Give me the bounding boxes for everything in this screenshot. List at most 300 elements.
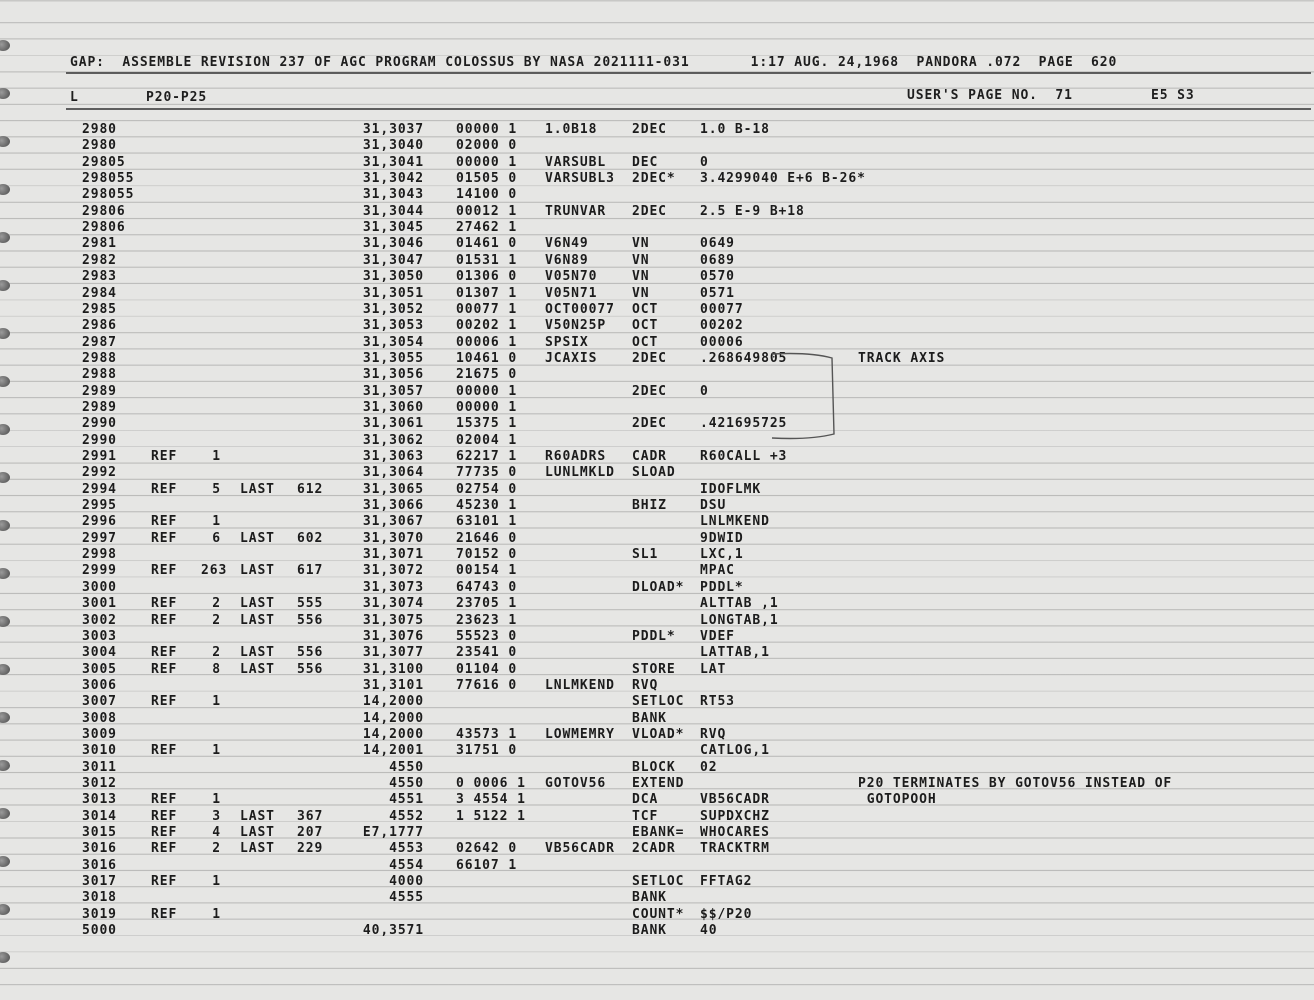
cell-seq: 2994 [82,481,117,497]
listing-row [0,792,1314,808]
cell-addr: 4552 [389,808,424,824]
cell-seq: 3001 [82,596,117,612]
cell-label: SPSIX [545,334,589,350]
cell-code: 00006 1 [456,334,518,350]
cell-op: 2DEC [632,203,667,219]
cell-seq: 3007 [82,694,117,710]
cell-operand: $$/P20 [700,906,753,922]
listing-row [0,236,1314,252]
cell-operand: ALTTAB ,1 [700,596,779,612]
cell-seq: 29806 [82,220,126,236]
cell-refn: 2 [212,841,221,857]
cell-last: LAST [240,612,275,628]
cell-addr: 31,3073 [362,579,424,595]
cell-refn: 2 [212,596,221,612]
cell-addr: 31,3066 [362,498,424,514]
cell-seq: 2984 [82,285,117,301]
cell-seq: 3000 [82,579,117,595]
cell-seq: 2983 [82,269,117,285]
header-left-code: L [70,90,79,105]
listing-row [0,335,1314,351]
listing-row [0,662,1314,678]
cell-op: EBANK= [632,825,685,841]
listing-row [0,596,1314,612]
cell-addr: E7,1777 [362,825,424,841]
cell-code: 02004 1 [456,432,518,448]
cell-op: 2DEC* [632,171,676,187]
listing-row [0,269,1314,285]
cell-seq: 2998 [82,547,117,563]
cell-comment: P20 TERMINATES BY GOTOV56 INSTEAD OF [858,776,1173,791]
cell-op: 2DEC [632,350,667,366]
cell-seq: 3005 [82,661,117,677]
cell-seq: 2980 [82,138,117,154]
listing-row [0,171,1314,187]
cell-ref: REF [151,874,178,890]
cell-code: 43573 1 [456,726,518,742]
listing-row [0,220,1314,236]
cell-addr: 31,3046 [362,236,424,252]
listing-row [0,286,1314,302]
cell-code: 00077 1 [456,301,518,317]
cell-addr: 31,3064 [362,465,424,481]
cell-operand: TRACKTRM [700,841,770,857]
listing-row [0,547,1314,563]
cell-operand: IDOFLMK [700,481,762,497]
cell-last: LAST [240,530,275,546]
listing-row [0,449,1314,465]
cell-seq: 2996 [82,514,117,530]
cell-seq: 29805 [82,154,126,170]
cell-op: SETLOC [632,694,685,710]
listing-row [0,563,1314,579]
cell-addr: 4550 [389,759,424,775]
listing-row [0,204,1314,220]
cell-addr: 31,3044 [362,203,424,219]
cell-code: 10461 0 [456,350,518,366]
cell-label: VARSUBL [545,154,607,170]
cell-addr: 31,3061 [362,416,424,432]
cell-operand: 2.5 E-9 B+18 [700,203,805,219]
cell-label: LNLMKEND [545,677,615,693]
cell-last: LAST [240,645,275,661]
cell-label: 1.0B18 [545,122,598,137]
cell-operand: .421695725 [700,416,788,432]
cell-addr: 31,3052 [362,301,424,317]
cell-comment: TRACK AXIS [858,350,946,366]
cell-addr: 31,3071 [362,547,424,563]
cell-seq: 2989 [82,399,117,415]
cell-ref: REF [151,645,178,661]
cell-operand: SUPDXCHZ [700,808,770,824]
listing-row [0,760,1314,776]
cell-operand: LNLMKEND [700,514,770,530]
cell-op: SETLOC [632,874,685,890]
cell-op: BANK [632,890,667,906]
cell-addr: 4551 [389,792,424,808]
cell-code: 23623 1 [456,612,518,628]
listing-row [0,727,1314,743]
cell-label: GOTOV56 [545,776,607,791]
cell-op: DEC [632,154,659,170]
handwritten-bracket [770,352,840,444]
cell-refn: 4 [212,825,221,841]
cell-operand: 40 [700,923,718,939]
cell-seq: 2990 [82,432,117,448]
cell-addr: 31,3063 [362,449,424,464]
listing-row [0,302,1314,318]
cell-addr: 4555 [389,890,424,906]
cell-seq: 3016 [82,857,117,873]
cell-code: 02642 0 [456,841,518,857]
cell-code: 63101 1 [456,514,518,530]
cell-seq: 3010 [82,743,117,759]
header-rule [66,72,1311,74]
cell-operand: 0 [700,383,709,399]
cell-label: V50N25P [545,318,607,334]
cell-operand: MPAC [700,563,735,579]
listing-row [0,694,1314,710]
cell-code: 00000 1 [456,122,518,137]
listing-row [0,613,1314,629]
cell-lastn: 556 [297,612,324,628]
listing-row [0,498,1314,514]
cell-refn: 1 [212,906,221,922]
cell-ref: REF [151,906,178,922]
cell-code: 01531 1 [456,252,518,268]
cell-op: 2DEC [632,416,667,432]
cell-ref: REF [151,743,178,759]
cell-operand: LAT [700,661,727,677]
listing-row [0,465,1314,481]
cell-seq: 2999 [82,563,117,579]
cell-operand: 0571 [700,285,735,301]
cell-addr: 31,3054 [362,334,424,350]
cell-code: 00012 1 [456,203,518,219]
cell-code: 21675 0 [456,367,518,383]
listing-row [0,187,1314,203]
cell-op: VN [632,236,650,252]
cell-last: LAST [240,661,275,677]
listing-row [0,825,1314,841]
cell-seq: 2981 [82,236,117,252]
listing-row [0,514,1314,530]
cell-addr: 14,2000 [362,694,424,710]
users-page-number: USER'S PAGE NO. 71 [907,88,1073,103]
cell-operand: 1.0 B-18 [700,122,770,137]
cell-lastn: 555 [297,596,324,612]
cell-ref: REF [151,792,178,808]
cell-seq: 3002 [82,612,117,628]
listing-row [0,318,1314,334]
listing-row [0,138,1314,154]
cell-lastn: 556 [297,661,324,677]
cell-last: LAST [240,596,275,612]
cell-operand: FFTAG2 [700,874,753,890]
cell-code: 21646 0 [456,530,518,546]
cell-seq: 2997 [82,530,117,546]
cell-ref: REF [151,514,178,530]
cell-code: 01505 0 [456,171,518,187]
cell-seq: 3004 [82,645,117,661]
cell-op: CADR [632,449,667,464]
cell-seq: 29806 [82,203,126,219]
cell-refn: 263 [201,563,228,579]
cell-last: LAST [240,563,275,579]
cell-ref: REF [151,841,178,857]
cell-addr: 31,3075 [362,612,424,628]
cell-refn: 2 [212,645,221,661]
cell-refn: 2 [212,612,221,628]
cell-op: STORE [632,661,676,677]
cell-addr: 31,3065 [362,481,424,497]
cell-addr: 31,3074 [362,596,424,612]
cell-code: 31751 0 [456,743,518,759]
cell-operand: DSU [700,498,727,514]
cell-addr: 4000 [389,874,424,890]
cell-code: 00000 1 [456,154,518,170]
listing-row [0,645,1314,661]
cell-seq: 2995 [82,498,117,514]
cell-code: 0 0006 1 [456,776,526,791]
cell-addr: 31,3060 [362,399,424,415]
listing-row [0,122,1314,138]
cell-refn: 5 [212,481,221,497]
listing-row [0,743,1314,759]
cell-seq: 3003 [82,628,117,644]
cell-operand: VB56CADR [700,792,770,808]
cell-ref: REF [151,481,178,497]
listing-row [0,776,1314,792]
cell-seq: 2990 [82,416,117,432]
cell-code: 01104 0 [456,661,518,677]
cell-seq: 2989 [82,383,117,399]
cell-code: 00154 1 [456,563,518,579]
cell-op: VN [632,285,650,301]
cell-label: V05N71 [545,285,598,301]
cell-seq: 3013 [82,792,117,808]
listing-row [0,678,1314,694]
cell-lastn: 602 [297,530,324,546]
cell-code: 55523 0 [456,628,518,644]
cell-addr: 31,3077 [362,645,424,661]
cell-refn: 8 [212,661,221,677]
cell-label: V05N70 [545,269,598,285]
cell-addr: 31,3050 [362,269,424,285]
listing-row [0,416,1314,432]
cell-lastn: 612 [297,481,324,497]
cell-code: 01306 0 [456,269,518,285]
listing-row [0,580,1314,596]
cell-label: VB56CADR [545,841,615,857]
cell-operand: 3.4299040 E+6 B-26* [700,171,866,187]
cell-operand: .268649805 [700,350,788,366]
cell-addr: 14,2000 [362,726,424,742]
cell-addr: 31,3041 [362,154,424,170]
cell-op: DLOAD* [632,579,685,595]
cell-op: VN [632,252,650,268]
cell-ref: REF [151,596,178,612]
cell-ref: REF [151,825,178,841]
cell-label: JCAXIS [545,350,598,366]
cell-op: SL1 [632,547,659,563]
cell-addr: 31,3051 [362,285,424,301]
listing-row [0,253,1314,269]
feed-hole [0,88,10,99]
listing-row [0,531,1314,547]
cell-lastn: 229 [297,841,324,857]
cell-op: EXTEND [632,776,685,791]
cell-operand: 9DWID [700,530,744,546]
cell-seq: 3014 [82,808,117,824]
cell-seq: 3019 [82,906,117,922]
cell-code: 00000 1 [456,399,518,415]
listing-row [0,384,1314,400]
listing-row [0,907,1314,923]
listing-row [0,482,1314,498]
cell-op: 2DEC [632,383,667,399]
cell-ref: REF [151,530,178,546]
cell-seq: 3011 [82,759,117,775]
cell-label: VARSUBL3 [545,171,615,187]
cell-addr: 31,3057 [362,383,424,399]
cell-operand: 0649 [700,236,735,252]
listing-row [0,858,1314,874]
cell-op: 2DEC [632,122,667,137]
cell-seq: 3006 [82,677,117,693]
cell-lastn: 556 [297,645,324,661]
cell-code: 62217 1 [456,449,518,464]
cell-addr: 14,2000 [362,710,424,726]
listing-row [0,874,1314,890]
cell-addr: 31,3062 [362,432,424,448]
cell-addr: 31,3076 [362,628,424,644]
cell-refn: 1 [212,743,221,759]
cell-seq: 2991 [82,449,117,464]
feed-hole [0,40,10,51]
cell-seq: 298055 [82,187,135,203]
cell-last: LAST [240,481,275,497]
cell-seq: 3017 [82,874,117,890]
cell-addr: 31,3040 [362,138,424,154]
cell-operand: 02 [700,759,718,775]
listing-row [0,433,1314,449]
cell-addr: 31,3042 [362,171,424,187]
cell-code: 45230 1 [456,498,518,514]
cell-addr: 31,3100 [362,661,424,677]
cell-seq: 2986 [82,318,117,334]
cell-code: 14100 0 [456,187,518,203]
cell-addr: 14,2001 [362,743,424,759]
cell-seq: 298055 [82,171,135,187]
cell-lastn: 617 [297,563,324,579]
cell-addr: 40,3571 [362,923,424,939]
cell-seq: 2987 [82,334,117,350]
cell-seq: 3009 [82,726,117,742]
cell-ref: REF [151,612,178,628]
cell-addr: 31,3045 [362,220,424,236]
cell-seq: 2992 [82,465,117,481]
cell-code: 3 4554 1 [456,792,526,808]
cell-code: 77735 0 [456,465,518,481]
cell-seq: 2985 [82,301,117,317]
cell-ref: REF [151,449,178,464]
cell-operand: 0 [700,154,709,170]
cell-label: LUNLMKLD [545,465,615,481]
cell-seq: 2980 [82,122,117,137]
cell-lastn: 367 [297,808,324,824]
cell-addr: 4553 [389,841,424,857]
cell-seq: 3018 [82,890,117,906]
cell-last: LAST [240,841,275,857]
listing-row [0,841,1314,857]
cell-seq: 3012 [82,776,117,791]
cell-code: 00202 1 [456,318,518,334]
cell-seq: 3015 [82,825,117,841]
cell-operand: 00006 [700,334,744,350]
cell-code: 66107 1 [456,857,518,873]
cell-seq: 3008 [82,710,117,726]
cell-addr: 4554 [389,857,424,873]
cell-op: COUNT* [632,906,685,922]
cell-refn: 3 [212,808,221,824]
cell-ref: REF [151,808,178,824]
header-rule [66,108,1311,110]
cell-code: 70152 0 [456,547,518,563]
cell-refn: 6 [212,530,221,546]
cell-ref: REF [151,694,178,710]
listing-row [0,367,1314,383]
cell-operand: 00077 [700,301,744,317]
cell-operand: LATTAB,1 [700,645,770,661]
cell-seq: 2988 [82,350,117,366]
cell-addr: 31,3067 [362,514,424,530]
cell-code: 00000 1 [456,383,518,399]
feed-hole [0,952,10,963]
cell-code: 27462 1 [456,220,518,236]
listing-row [0,155,1314,171]
cell-operand: LONGTAB,1 [700,612,779,628]
program-range: P20-P25 [146,90,208,105]
header-right-code: E5 S3 [1151,88,1195,103]
cell-refn: 1 [212,449,221,464]
cell-operand: CATLOG,1 [700,743,770,759]
cell-op: OCT [632,301,659,317]
cell-ref: REF [151,563,178,579]
cell-addr: 31,3043 [362,187,424,203]
cell-op: TCF [632,808,659,824]
cell-label: LOWMEMRY [545,726,615,742]
cell-op: BLOCK [632,759,676,775]
cell-label: R60ADRS [545,449,607,464]
cell-operand: RVQ [700,726,727,742]
cell-code: 23541 0 [456,645,518,661]
cell-op: VN [632,269,650,285]
cell-op: VLOAD* [632,726,685,742]
cell-lastn: 207 [297,825,324,841]
cell-code: 64743 0 [456,579,518,595]
cell-op: SLOAD [632,465,676,481]
cell-op: BANK [632,710,667,726]
cell-code: 1 5122 1 [456,808,526,824]
cell-refn: 1 [212,694,221,710]
cell-last: LAST [240,825,275,841]
cell-code: 02000 0 [456,138,518,154]
cell-op: RVQ [632,677,659,693]
cell-op: BANK [632,923,667,939]
cell-operand: WHOCARES [700,825,770,841]
cell-code: 01307 1 [456,285,518,301]
